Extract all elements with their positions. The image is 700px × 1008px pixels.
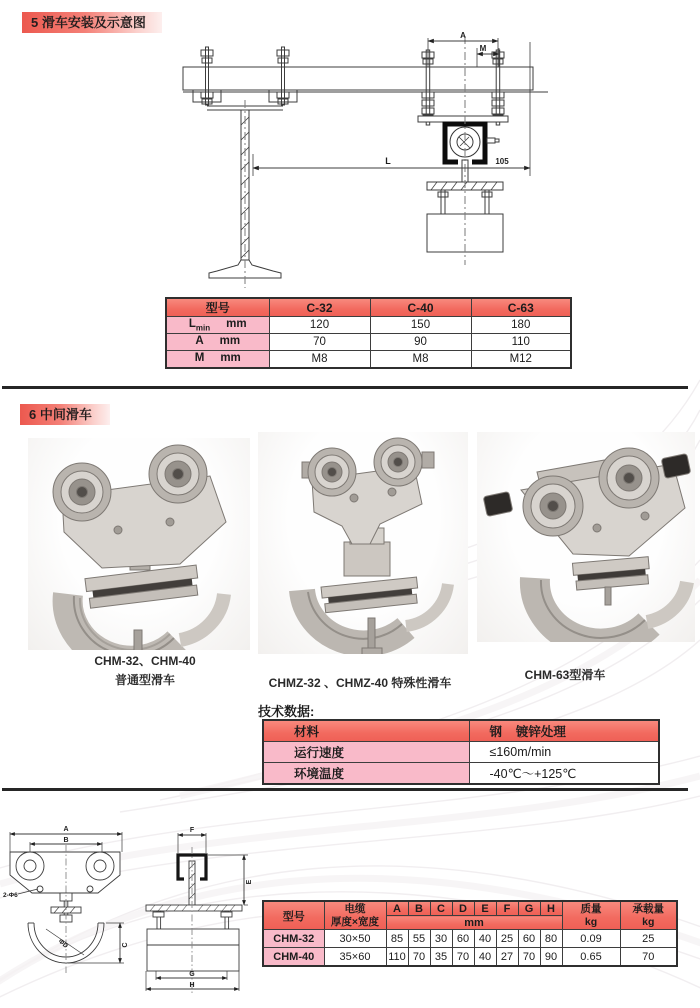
spec-row-a [166,334,571,351]
spec-param-lmin: $L_{min}$ mm [166,317,269,334]
dim-mass-cell: 0.65 [562,948,620,967]
caption-chm63: CHM-63型滑车 [524,668,606,682]
dim-header-row-1 [263,901,677,916]
dim-value: 35 [430,948,452,967]
dim-value: 70 [452,948,474,967]
spec-col-model: 型号 [166,298,269,317]
tech-row-speed [263,742,659,763]
section-divider-2 [2,788,688,791]
dim-col-model: 型号 [263,901,324,930]
dim-letter: C [430,901,452,916]
section6-title [20,404,110,425]
trolley-illustration-chm63 [477,432,695,642]
dim-value: 27 [496,948,518,967]
spec-header-row [166,298,571,317]
dim-value: 40 [474,930,496,948]
dim-105-label: 105 [495,157,509,166]
section5-title [22,12,162,33]
dim-value: 30 [430,930,452,948]
dim-value: 25 [496,930,518,948]
tech-row-temperature [263,763,659,785]
dim-col-mass: 质量 kg [562,901,620,930]
dim-letter: D [452,901,474,916]
caption-chm32-chm40 [45,652,245,689]
dim-row-chm40 [263,948,677,967]
dim-mass-cell: 0.09 [562,930,620,948]
tech-label-speed: 运行速度 [263,742,469,763]
dim-letter: H [540,901,562,916]
spec-row-lmin [166,317,571,334]
spec-param-m: M mm [166,351,269,369]
dim-cable-cell: 35×60 [324,948,386,967]
tech-label-temperature: 环境温度 [263,763,469,785]
dim-unit-cell: mm [386,916,562,930]
trolley-illustration-special [258,432,468,654]
spec-cell: 120 [269,317,370,334]
dim-value: 110 [386,948,408,967]
dim-col-cable: 电缆 厚度×宽度 [324,901,386,930]
tech-data-table [262,719,660,785]
product-photo-chmz32-chmz40 [258,432,468,654]
dim-f-label: F [189,827,195,834]
dim-value: 40 [474,948,496,967]
dim-letter: E [474,901,496,916]
caption-chmz: CHMZ-32 、CHMZ-40 特殊性滑车 [268,676,452,690]
spec-col-c40: C-40 [370,298,471,317]
dim-row-chm32 [263,930,677,948]
dim-m-label: M [479,44,487,53]
dim-value: 60 [518,930,540,948]
caption-line: CHM-32、CHM-40 [94,654,196,668]
dim-b-label: B [63,837,69,844]
spec-cell: 90 [370,334,471,351]
dim-value: 85 [386,930,408,948]
dim-col-load: 承载量 kg [620,901,677,930]
dim-model-cell: CHM-40 [263,948,324,967]
installation-diagram [145,30,557,292]
section-divider-1 [2,386,688,389]
spec-param-a: A mm [166,334,269,351]
section5-title-text: 5 滑车安装及示意图 [31,15,146,30]
trolley-illustration-standard [28,438,250,650]
dim-value: 90 [540,948,562,967]
dim-a-label: A [460,31,466,40]
spec-row-m [166,351,571,369]
dimension-table [262,900,678,967]
product-photo-chm63 [477,432,695,642]
dim-letter: G [518,901,540,916]
dim-load-cell: 70 [620,948,677,967]
model-spec-table [165,297,572,369]
tech-label-material: 材料 [263,720,469,742]
dim-cable-cell: 30×50 [324,930,386,948]
dim-value: 60 [452,930,474,948]
dim-value: 55 [408,930,430,948]
spec-col-c32: C-32 [269,298,370,317]
dim-model-cell: CHM-32 [263,930,324,948]
dim-d-label: ΦD [56,937,70,950]
spec-cell: 70 [269,334,370,351]
dim-letter: A [386,901,408,916]
dim-letter: B [408,901,430,916]
product-photo-chm32-chm40 [28,438,250,650]
dim-a2-label: A [63,826,69,833]
tech-value-speed: ≤160m/min [469,742,659,763]
tech-row-material [263,720,659,742]
hole-note-label: 2-Φ6 [3,892,18,899]
dim-load-cell: 25 [620,930,677,948]
dim-value: 70 [518,948,540,967]
spec-cell: 180 [471,317,571,334]
spec-cell: 110 [471,334,571,351]
dim-g-label: G [189,971,195,978]
dim-e-label: E [246,879,253,885]
tech-value-material: 钢 镀锌处理 [469,720,659,742]
dim-letter: F [496,901,518,916]
dim-value: 80 [540,930,562,948]
dim-value: 70 [408,948,430,967]
spec-cell: M8 [370,351,471,369]
spec-col-c63: C-63 [471,298,571,317]
tech-data-heading: 技术数据: [258,704,315,719]
dim-h-label: H [189,982,195,989]
spec-cell: M12 [471,351,571,369]
tech-value-temperature: -40℃～+125℃ [469,763,659,785]
dim-c-label: C [122,942,129,948]
spec-cell: 150 [370,317,471,334]
spec-cell: M8 [269,351,370,369]
dimension-drawing [2,795,264,1003]
section6-title-text: 6 中间滑车 [29,407,92,422]
dim-l-label: L [385,156,391,166]
caption-line: 普通型滑车 [114,672,175,687]
